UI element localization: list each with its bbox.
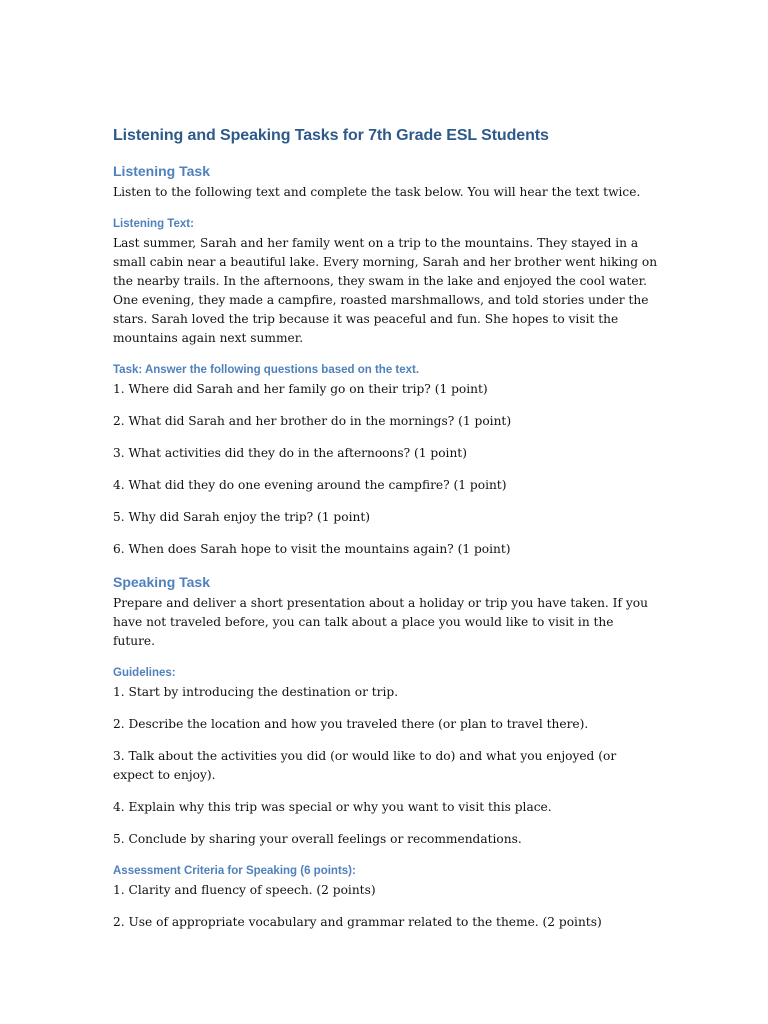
listening-task-instructions: Task: Answer the following questions based on the text. [113,364,420,376]
guideline-item: 3. Talk about the activities you did (or would like to do) and what you enjoyed (or expect to enjoy). [113,749,617,782]
question-item: 3. What activities did they do in the afternoons? (1 point) [113,446,467,460]
guideline-item: 2. Describe the location and how you traveled there (or plan to travel there). [113,717,589,731]
guideline-item: 5. Conclude by sharing your overall feelings or recommendations. [113,832,522,846]
assessment-criteria-heading: Assessment Criteria for Speaking (6 points): [113,865,356,877]
question-item: 2. What did Sarah and her brother do in the mornings? (1 point) [113,414,512,428]
question-item: 6. When does Sarah hope to visit the mountains again? (1 point) [113,542,511,556]
speaking-task-heading: Speaking Task [113,574,211,590]
criteria-item: 2. Use of appropriate vocabulary and grammar related to the theme. (2 points) [113,915,602,929]
listening-text: Last summer, Sarah and her family went on a trip to the mountains. They stayed in a small cabin near a beautiful lake. Every morning, Sarah and her brother went hiking on the nearby trails. In the afternoons, they swam in the lake and enjoyed the cool water. One evening, they made a campfire, roasted marshmallows, and told stories under the stars. Sarah loved the trip because it was peaceful and fun. She hopes to visit the mountains again next summer. [113,236,658,345]
question-item: 5. Why did Sarah enjoy the trip? (1 point) [113,510,370,524]
document-title: Listening and Speaking Tasks for 7th Grade ESL Students [113,127,549,144]
document-page [113,124,658,932]
guidelines-heading: Guidelines: [113,667,176,679]
guideline-item: 4. Explain why this trip was special or why you want to visit this place. [113,800,552,814]
question-item: 4. What did they do one evening around the campfire? (1 point) [113,478,507,492]
listening-text-heading: Listening Text: [113,218,194,230]
criteria-item: 1. Clarity and fluency of speech. (2 points) [113,883,376,897]
guideline-item: 1. Start by introducing the destination or trip. [113,685,399,699]
listening-task-heading: Listening Task [113,163,210,179]
speaking-intro: Prepare and deliver a short presentation about a holiday or trip you have taken. If you have not traveled before, you can talk about a place you would like to visit in the future. [113,596,648,648]
question-item: 1. Where did Sarah and her family go on their trip? (1 point) [113,382,488,396]
listening-intro: Listen to the following text and complete the task below. You will hear the text twice. [113,185,641,199]
